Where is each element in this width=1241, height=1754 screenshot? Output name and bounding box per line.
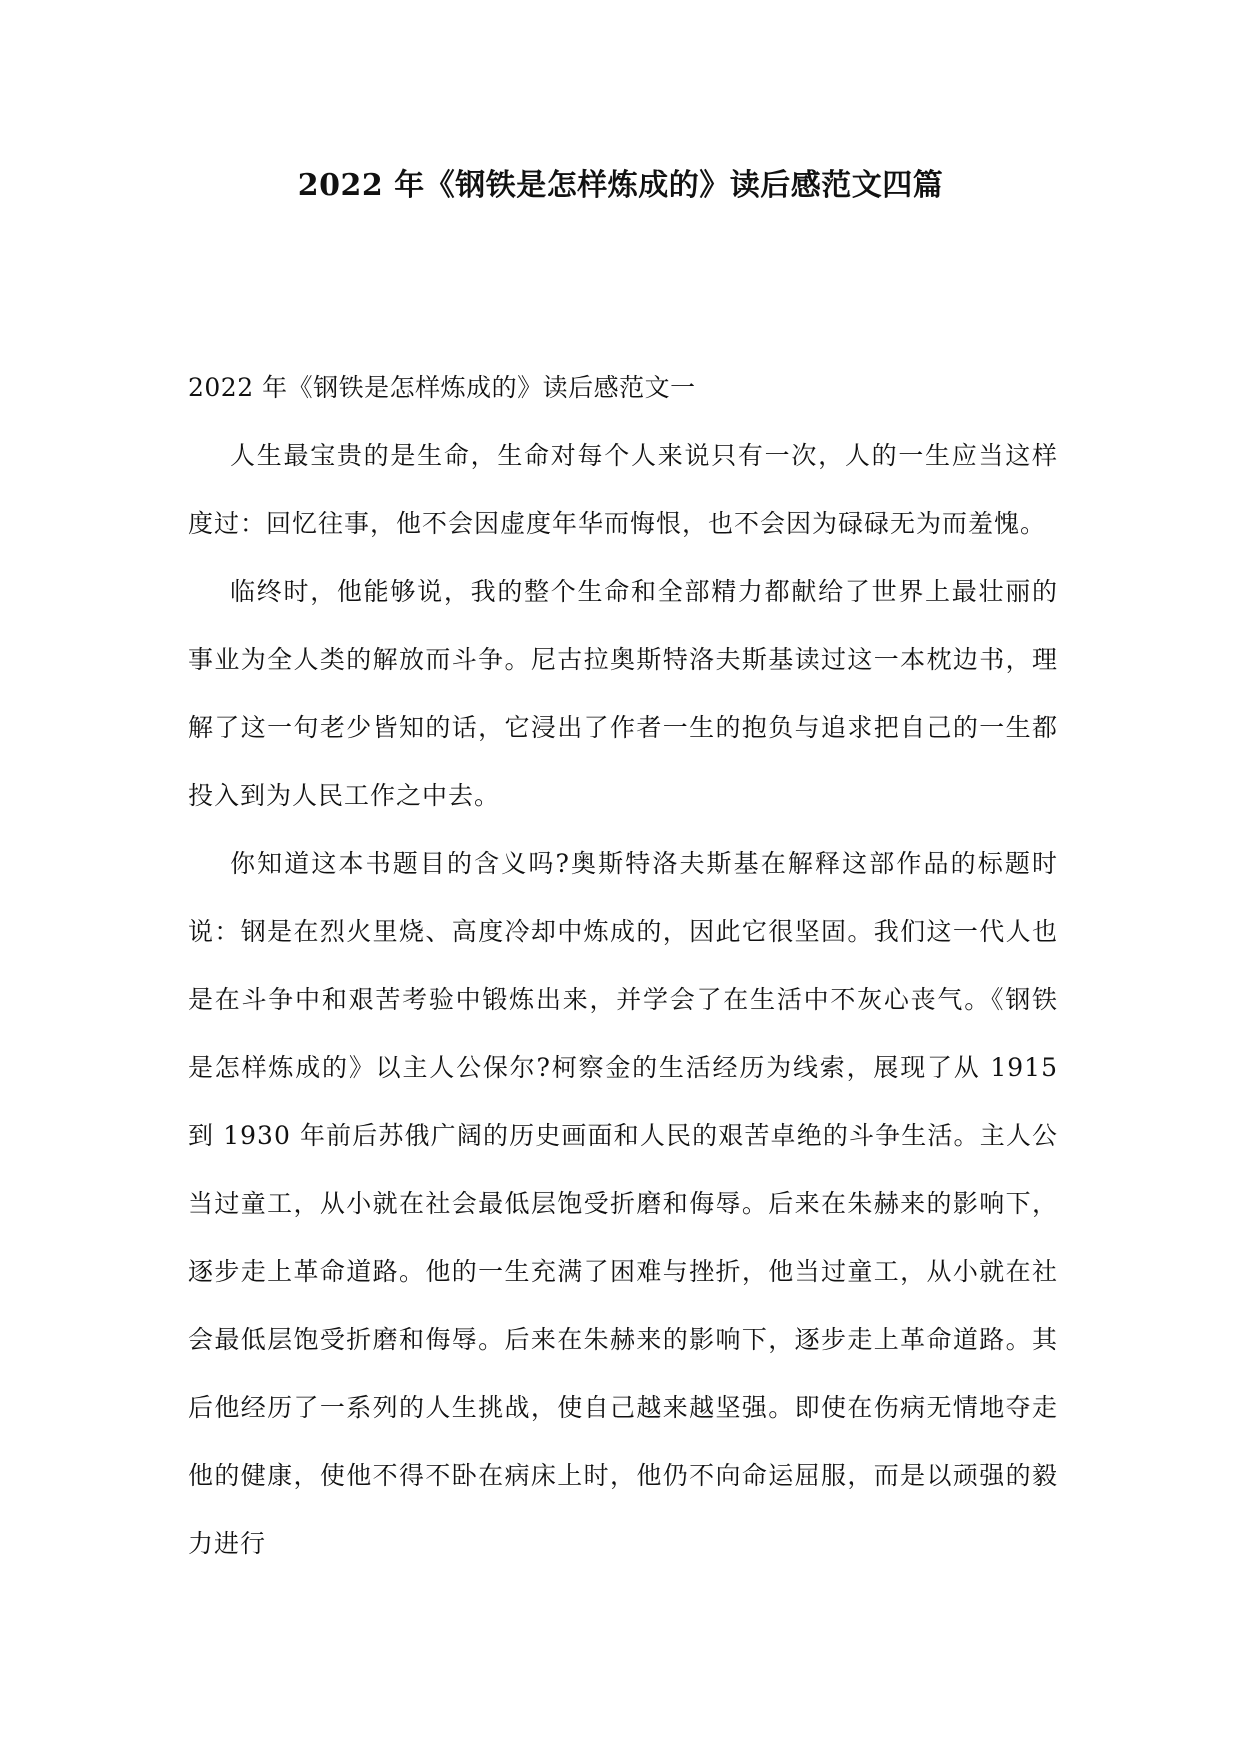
paragraph: 临终时，他能够说，我的整个生命和全部精力都献给了世界上最壮丽的事业为全人类的解放而斗争。尼古拉奥斯特洛夫斯基读过这一本枕边书，理解了这一句老少皆知的话，它浸出了作者一生的抱负与追求把自己的一生都投入到为人民工作之中去。 xyxy=(188,577,1058,810)
document-title: 2022 年《钢铁是怎样炼成的》读后感范文四篇 xyxy=(297,168,944,203)
paragraph: 你知道这本书题目的含义吗?奥斯特洛夫斯基在解释这部作品的标题时说：钢是在烈火里烧、高度冷却中炼成的，因此它很坚固。我们这一代人也是在斗争中和艰苦考验中锻炼出来，并学会了在生活中不灰心丧气。《钢铁是怎样炼成的》以主人公保尔?柯察金的生活经历为线索，展现了从 1915 到 1930 年前后苏俄广阔的历史画面和人民的艰苦卓绝的斗争生活。主人公当过童工，从小就在社会最低层饱受折磨和侮辱。后来在朱赫来的影响下，逐步走上革命道路。他的一生充满了困难与挫折，他当过童工，从小就在社会最低层饱受折磨和侮辱。后来在朱赫来的影响下，逐步走上革命道路。其后他经历了一系列的人生挑战，使自己越来越坚强。即使在伤病无情地夺走他的健康，使他不得不卧在病床上时，他仍不向命运屈服，而是以顽强的毅力进行 xyxy=(188,849,1058,1558)
paragraph: 人生最宝贵的是生命，生命对每个人来说只有一次，人的一生应当这样度过：回忆往事，他不会因虚度年华而悔恨，也不会因为碌碌无为而羞愧。 xyxy=(188,441,1058,538)
document-body xyxy=(188,354,1058,1578)
section-heading: 2022 年《钢铁是怎样炼成的》读后感范文一 xyxy=(188,373,696,402)
